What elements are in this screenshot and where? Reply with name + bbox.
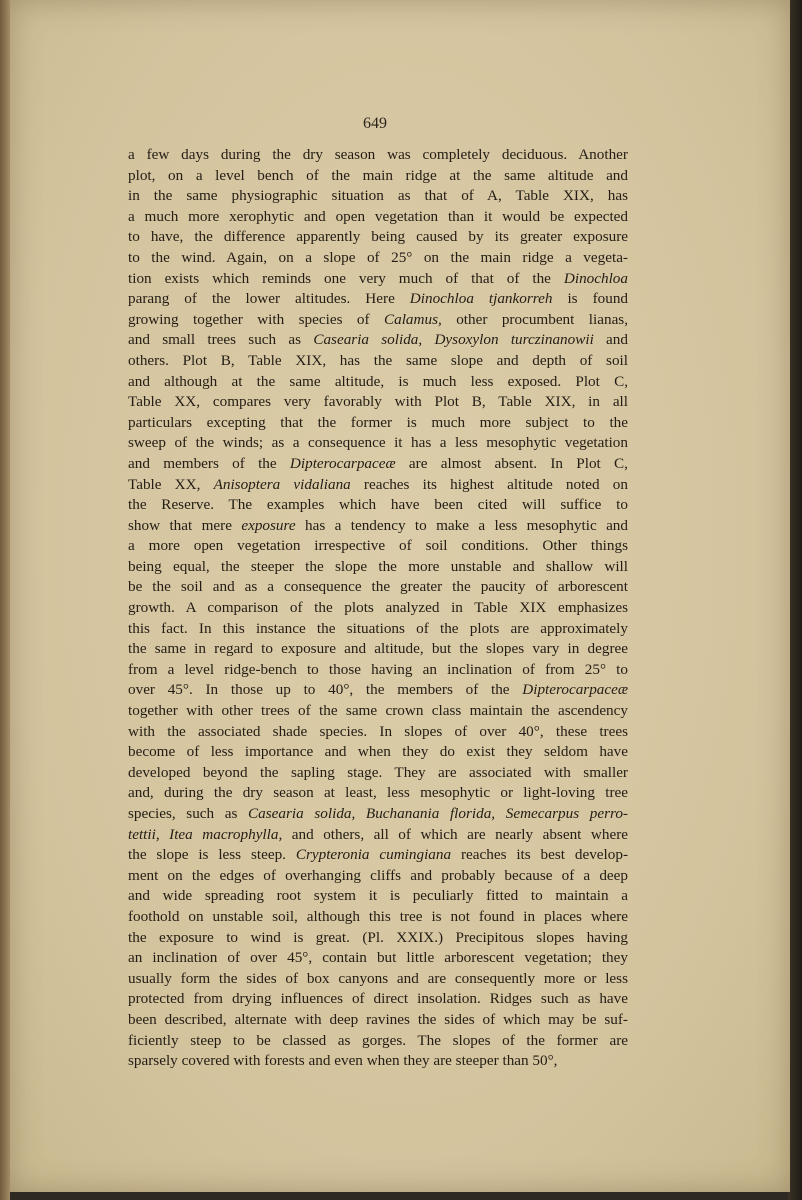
- text-segment: growing together with species of: [128, 310, 384, 328]
- text-segment: and small trees such as: [128, 331, 314, 349]
- text-segment: become of less importance and when they do exist they seldom have: [128, 743, 628, 761]
- italic-term: exposure: [241, 516, 296, 534]
- text-line: [128, 660, 628, 681]
- text-line: [128, 722, 628, 743]
- text-line: [128, 227, 628, 248]
- text-line: [128, 145, 628, 166]
- book-cover-edge: [788, 0, 802, 1200]
- text-segment: foothold on unstable soil, although this tree is not found in places where: [128, 907, 628, 925]
- text-line: [128, 639, 628, 660]
- book-spine-edge: [0, 0, 10, 1200]
- text-line: [128, 557, 628, 578]
- text-segment: and, during the dry season at least, less mesophytic or light-loving tree: [128, 784, 628, 802]
- text-line: [128, 825, 628, 846]
- text-segment: developed beyond the sapling stage. They are associated with smaller: [128, 763, 628, 781]
- text-line: [128, 804, 628, 825]
- text-line: [128, 310, 628, 331]
- text-segment: the exposure to wind is great. (Pl. XXIX.) Precipitous slopes having: [128, 928, 628, 946]
- italic-term: Crypteronia cumingiana: [295, 846, 452, 864]
- text-line: [128, 475, 628, 496]
- text-line: [128, 1051, 628, 1072]
- text-segment: reaches its highest altitude noted on: [350, 475, 628, 493]
- text-line: [128, 866, 628, 887]
- text-segment: ficiently steep to be classed as gorges. The slopes of the former are: [128, 1031, 628, 1049]
- text-line: [128, 413, 628, 434]
- text-segment: to have, the difference apparently being caused by its greater exposure: [128, 228, 628, 246]
- text-line: [128, 619, 628, 640]
- text-segment: are almost absent. In Plot C,: [395, 454, 628, 472]
- text-line: [128, 372, 628, 393]
- text-line: [128, 845, 628, 866]
- text-segment: tion exists which reminds one very much of that of the: [128, 269, 564, 287]
- text-segment: growth. A comparison of the plots analyzed in Table XIX emphasizes: [128, 599, 628, 617]
- text-segment: Table XX,: [128, 475, 214, 493]
- text-segment: has a tendency to make a less mesophytic and: [295, 516, 628, 534]
- italic-term: Calamus,: [383, 310, 442, 328]
- text-segment: other procumbent lianas,: [441, 310, 629, 328]
- body-text: [128, 145, 628, 1072]
- text-line: [128, 907, 628, 928]
- text-segment: the Reserve. The examples which have been cited will suffice to: [128, 496, 628, 514]
- text-segment: a much more xerophytic and open vegetation than it would be expected: [128, 207, 628, 225]
- text-segment: together with other trees of the same crown class maintain the ascendency: [128, 702, 628, 720]
- page-number: 649: [363, 115, 387, 132]
- text-line: [128, 186, 628, 207]
- text-segment: parang of the lower altitudes. Here: [128, 290, 410, 308]
- text-line: [128, 248, 628, 269]
- text-segment: reaches its best develop-: [451, 846, 628, 864]
- text-segment: species, such as: [128, 805, 249, 822]
- text-line: [128, 269, 628, 290]
- text-segment: be the soil and as a consequence the greater the paucity of arborescent: [128, 578, 628, 596]
- italic-term: Anisoptera vidaliana: [213, 475, 351, 493]
- italic-term: Casearia solida, Buchanania florida, Semecarpus perro-: [248, 805, 628, 822]
- text-line: [128, 948, 628, 969]
- text-segment: Table XX, compares very favorably with Plot B, Table XIX, in all: [128, 393, 628, 411]
- text-line: [128, 454, 628, 475]
- text-segment: and: [593, 331, 628, 349]
- text-segment: show that mere: [128, 516, 242, 534]
- text-segment: sweep of the winds; as a consequence it has a less mesophytic vegetation: [128, 434, 628, 452]
- text-line: [128, 742, 628, 763]
- text-segment: protected from drying influences of direct insolation. Ridges such as have: [128, 990, 628, 1008]
- text-segment: in the same physiographic situation as that of A, Table XIX, has: [128, 187, 628, 205]
- text-segment: and although at the same altitude, is much less exposed. Plot C,: [128, 372, 628, 390]
- text-line: [128, 433, 628, 454]
- text-segment: to the wind. Again, on a slope of 25° on the main ridge a vegeta-: [128, 248, 628, 266]
- text-line: [128, 1010, 628, 1031]
- text-segment: ment on the edges of overhanging cliffs and probably because of a deep: [128, 866, 628, 884]
- text-segment: others. Plot B, Table XIX, has the same slope and depth of soil: [128, 351, 628, 369]
- text-line: [128, 989, 628, 1010]
- text-segment: been described, alternate with deep ravines the sides of which may be suf-: [128, 1010, 628, 1028]
- text-segment: and others, all of which are nearly absent where: [282, 825, 628, 843]
- italic-term: tettii, Itea macrophylla,: [128, 825, 283, 843]
- text-segment: and wide spreading root system it is peculiarly fitted to maintain a: [128, 887, 628, 905]
- text-line: [128, 207, 628, 228]
- text-segment: an inclination of over 45°, contain but little arborescent vegetation; they: [128, 949, 628, 967]
- text-line: [128, 680, 628, 701]
- text-segment: this fact. In this instance the situations of the plots are approximately: [128, 619, 628, 637]
- scanned-page: [10, 0, 790, 1192]
- text-segment: with the associated shade species. In slopes of over 40°, these trees: [128, 722, 628, 740]
- text-segment: sparsely covered with forests and even when they are steeper than 50°,: [128, 1052, 558, 1070]
- text-segment: usually form the sides of box canyons and are consequently more or less: [128, 969, 628, 987]
- text-segment: particulars excepting that the former is much more subject to the: [128, 413, 628, 431]
- text-line: [128, 783, 628, 804]
- text-line: [128, 577, 628, 598]
- italic-term: Dinochloa tjankorreh: [409, 290, 553, 308]
- text-line: [128, 351, 628, 372]
- text-segment: a more open vegetation irrespective of soil conditions. Other things: [128, 537, 628, 555]
- text-line: [128, 536, 628, 557]
- text-segment: over 45°. In those up to 40°, the members of the: [128, 681, 523, 699]
- text-line: [128, 701, 628, 722]
- text-line: [128, 330, 628, 351]
- text-segment: the same in regard to exposure and altitude, but the slopes vary in degree: [128, 640, 628, 658]
- italic-term: Casearia solida, Dysoxylon turczinanowii: [313, 331, 594, 349]
- text-segment: being equal, the steeper the slope the more unstable and shallow will: [128, 557, 628, 575]
- text-segment: and members of the: [128, 454, 290, 472]
- text-line: [128, 763, 628, 784]
- text-segment: from a level ridge-bench to those having an inclination of from 25° to: [128, 660, 628, 678]
- text-line: [128, 598, 628, 619]
- italic-term: Dinochloa: [563, 269, 628, 287]
- text-segment: plot, on a level bench of the main ridge at the same altitude and: [128, 166, 628, 184]
- text-line: [128, 289, 628, 310]
- text-line: [128, 392, 628, 413]
- text-line: [128, 886, 628, 907]
- text-line: [128, 928, 628, 949]
- text-segment: a few days during the dry season was completely deciduous. Another: [128, 146, 628, 163]
- italic-term: Dipterocarpaceæ: [289, 454, 396, 472]
- text-line: [128, 495, 628, 516]
- italic-term: Dipterocarpaceæ: [522, 681, 628, 699]
- text-segment: the slope is less steep.: [128, 846, 296, 864]
- text-line: [128, 1031, 628, 1052]
- text-line: [128, 516, 628, 537]
- text-line: [128, 166, 628, 187]
- text-segment: is found: [552, 290, 629, 308]
- text-line: [128, 969, 628, 990]
